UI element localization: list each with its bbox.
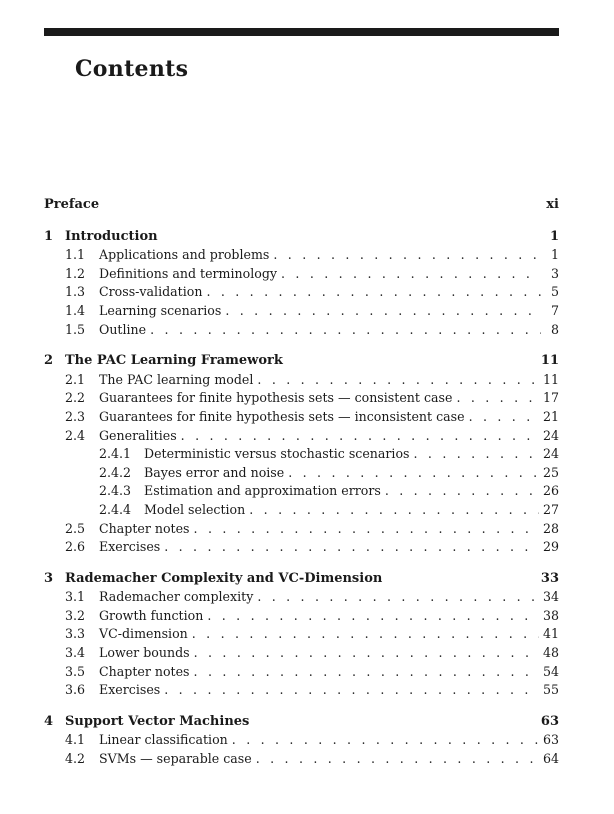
dot-leader: [192, 625, 539, 644]
section-number: 2.3: [65, 408, 86, 424]
dot-leader: [232, 731, 539, 750]
section-title: Growth function: [99, 607, 204, 623]
section-page: 11: [542, 371, 559, 387]
section-title: Applications and problems: [99, 247, 270, 263]
dot-leader: [257, 588, 539, 607]
toc-section-4-1[interactable]: [44, 731, 559, 750]
subsection-number: 2.4.2: [99, 464, 132, 480]
chapter-page: 33: [540, 570, 559, 586]
chapter-number: 4: [44, 713, 54, 729]
dot-leader: [150, 321, 541, 340]
section-title: Chapter notes: [99, 663, 190, 679]
section-number: 1.3: [65, 284, 86, 300]
toc-section-3-5[interactable]: [44, 663, 559, 682]
section-title: Chapter notes: [99, 520, 190, 536]
toc-section-1-5[interactable]: [44, 321, 559, 340]
subsection-title: Estimation and approximation errors: [144, 483, 381, 499]
section-number: 2.5: [65, 520, 86, 536]
toc-section-2-2[interactable]: [44, 389, 559, 408]
dot-leader: [256, 750, 539, 769]
toc-section-3-1[interactable]: [44, 588, 559, 607]
section-page: 54: [542, 663, 559, 679]
subsection-page: 27: [542, 501, 559, 517]
section-page: 29: [542, 539, 559, 555]
section-title: Lower bounds: [99, 645, 190, 661]
section-title: Exercises: [99, 539, 161, 555]
dot-leader: [181, 427, 539, 446]
toc-section-1-4[interactable]: [44, 302, 559, 321]
chapter-page: 11: [540, 353, 559, 369]
section-page: 41: [542, 626, 559, 642]
toc-chapter-3[interactable]: [44, 570, 559, 589]
chapter-title: Support Vector Machines: [65, 713, 250, 729]
toc-section-4-2[interactable]: [44, 750, 559, 769]
section-title: Generalities: [99, 427, 177, 443]
section-title: Cross-validation: [99, 284, 203, 300]
section-page: 55: [542, 682, 559, 698]
section-title: Guarantees for finite hypothesis sets — inconsistent case: [99, 408, 465, 424]
section-number: 1.1: [65, 247, 86, 263]
dot-leader: [281, 265, 541, 284]
dot-leader: [249, 501, 539, 520]
subsection-page: 24: [542, 446, 559, 462]
section-page: 3: [550, 265, 559, 281]
toc-section-3-2[interactable]: [44, 607, 559, 626]
toc-section-3-3[interactable]: [44, 625, 559, 644]
toc-section-1-3[interactable]: [44, 283, 559, 302]
subsection-page: 25: [542, 464, 559, 480]
dot-leader: [257, 371, 539, 390]
toc-section-2-4[interactable]: [44, 427, 559, 446]
section-number: 3.5: [65, 663, 86, 679]
section-number: 2.6: [65, 539, 86, 555]
preface-page: xi: [546, 197, 559, 212]
section-title: The PAC learning model: [99, 371, 254, 387]
toc-section-2-3[interactable]: [44, 408, 559, 427]
dot-leader: [207, 607, 539, 626]
table-of-contents: [44, 196, 559, 769]
section-number: 4.2: [65, 751, 86, 767]
page-title: Contents: [75, 56, 189, 82]
subsection-number: 2.4.1: [99, 446, 132, 462]
toc-section-2-6[interactable]: [44, 538, 559, 557]
dot-leader: [194, 520, 539, 539]
section-title: Guarantees for finite hypothesis sets — consistent case: [99, 390, 453, 406]
chapter-title: Rademacher Complexity and VC-Dimension: [65, 570, 383, 586]
chapter-title: The PAC Learning Framework: [65, 353, 283, 369]
section-title: SVMs — separable case: [99, 751, 252, 767]
section-page: 28: [542, 520, 559, 536]
subsection-page: 26: [542, 483, 559, 499]
dot-leader: [164, 538, 539, 557]
dot-leader: [456, 389, 539, 408]
toc-subsection-2-4-4[interactable]: [44, 501, 559, 520]
section-number: 3.1: [65, 589, 86, 605]
subsection-title: Bayes error and noise: [144, 464, 285, 480]
chapter-page: 1: [549, 228, 559, 244]
subsection-number: 2.4.4: [99, 501, 132, 517]
dot-leader: [414, 445, 539, 464]
dot-leader: [194, 663, 539, 682]
section-title: Rademacher complexity: [99, 589, 254, 605]
section-title: Exercises: [99, 682, 161, 698]
section-page: 8: [550, 321, 559, 337]
chapter-page: 63: [540, 713, 559, 729]
section-page: 64: [542, 751, 559, 767]
toc-section-1-1[interactable]: [44, 246, 559, 265]
section-number: 2.1: [65, 371, 86, 387]
preface-label: Preface: [44, 197, 100, 212]
dot-leader: [164, 681, 539, 700]
toc-section-3-6[interactable]: [44, 681, 559, 700]
section-page: 1: [550, 247, 559, 263]
section-page: 24: [542, 427, 559, 443]
dot-leader: [469, 408, 539, 427]
section-title: Learning scenarios: [99, 302, 222, 318]
toc-chapter-4[interactable]: [44, 713, 559, 732]
section-number: 1.5: [65, 321, 86, 337]
section-title: Outline: [99, 321, 147, 337]
section-page: 17: [542, 390, 559, 406]
section-number: 1.4: [65, 302, 86, 318]
section-page: 34: [542, 589, 559, 605]
toc-subsection-2-4-3[interactable]: [44, 482, 559, 501]
section-title: VC-dimension: [99, 626, 188, 642]
section-number: 2.2: [65, 390, 86, 406]
toc-section-2-5[interactable]: [44, 520, 559, 539]
toc-section-1-2[interactable]: [44, 265, 559, 284]
section-title: Linear classification: [99, 732, 228, 748]
section-number: 3.3: [65, 626, 86, 642]
dot-leader: [225, 302, 541, 321]
chapter-number: 2: [44, 353, 54, 369]
section-number: 2.4: [65, 427, 86, 443]
chapter-title: Introduction: [65, 228, 158, 244]
section-page: 63: [542, 732, 559, 748]
section-page: 38: [542, 607, 559, 623]
toc-preface[interactable]: [44, 196, 559, 215]
toc-chapter-1[interactable]: [44, 228, 559, 247]
section-number: 3.4: [65, 645, 86, 661]
section-page: 5: [550, 284, 559, 300]
chapter-number: 1: [44, 228, 54, 244]
header-rule: [44, 28, 559, 36]
section-number: 3.6: [65, 682, 86, 698]
section-title: Definitions and terminology: [99, 265, 278, 281]
subsection-title: Deterministic versus stochastic scenarios: [144, 446, 410, 462]
toc-section-2-1[interactable]: [44, 371, 559, 390]
chapter-number: 3: [44, 570, 54, 586]
toc-section-3-4[interactable]: [44, 644, 559, 663]
dot-leader: [273, 246, 541, 265]
section-number: 1.2: [65, 265, 86, 281]
subsection-title: Model selection: [144, 501, 246, 517]
dot-leader: [206, 283, 541, 302]
section-page: 21: [542, 408, 559, 424]
subsection-number: 2.4.3: [99, 483, 132, 499]
dot-leader: [385, 482, 539, 501]
toc-chapter-2[interactable]: [44, 352, 559, 371]
section-number: 3.2: [65, 607, 86, 623]
dot-leader: [194, 644, 539, 663]
toc-subsection-2-4-1[interactable]: [44, 445, 559, 464]
section-page: 7: [550, 302, 559, 318]
section-number: 4.1: [65, 732, 86, 748]
section-page: 48: [542, 645, 559, 661]
toc-subsection-2-4-2[interactable]: [44, 464, 559, 483]
dot-leader: [288, 464, 539, 483]
